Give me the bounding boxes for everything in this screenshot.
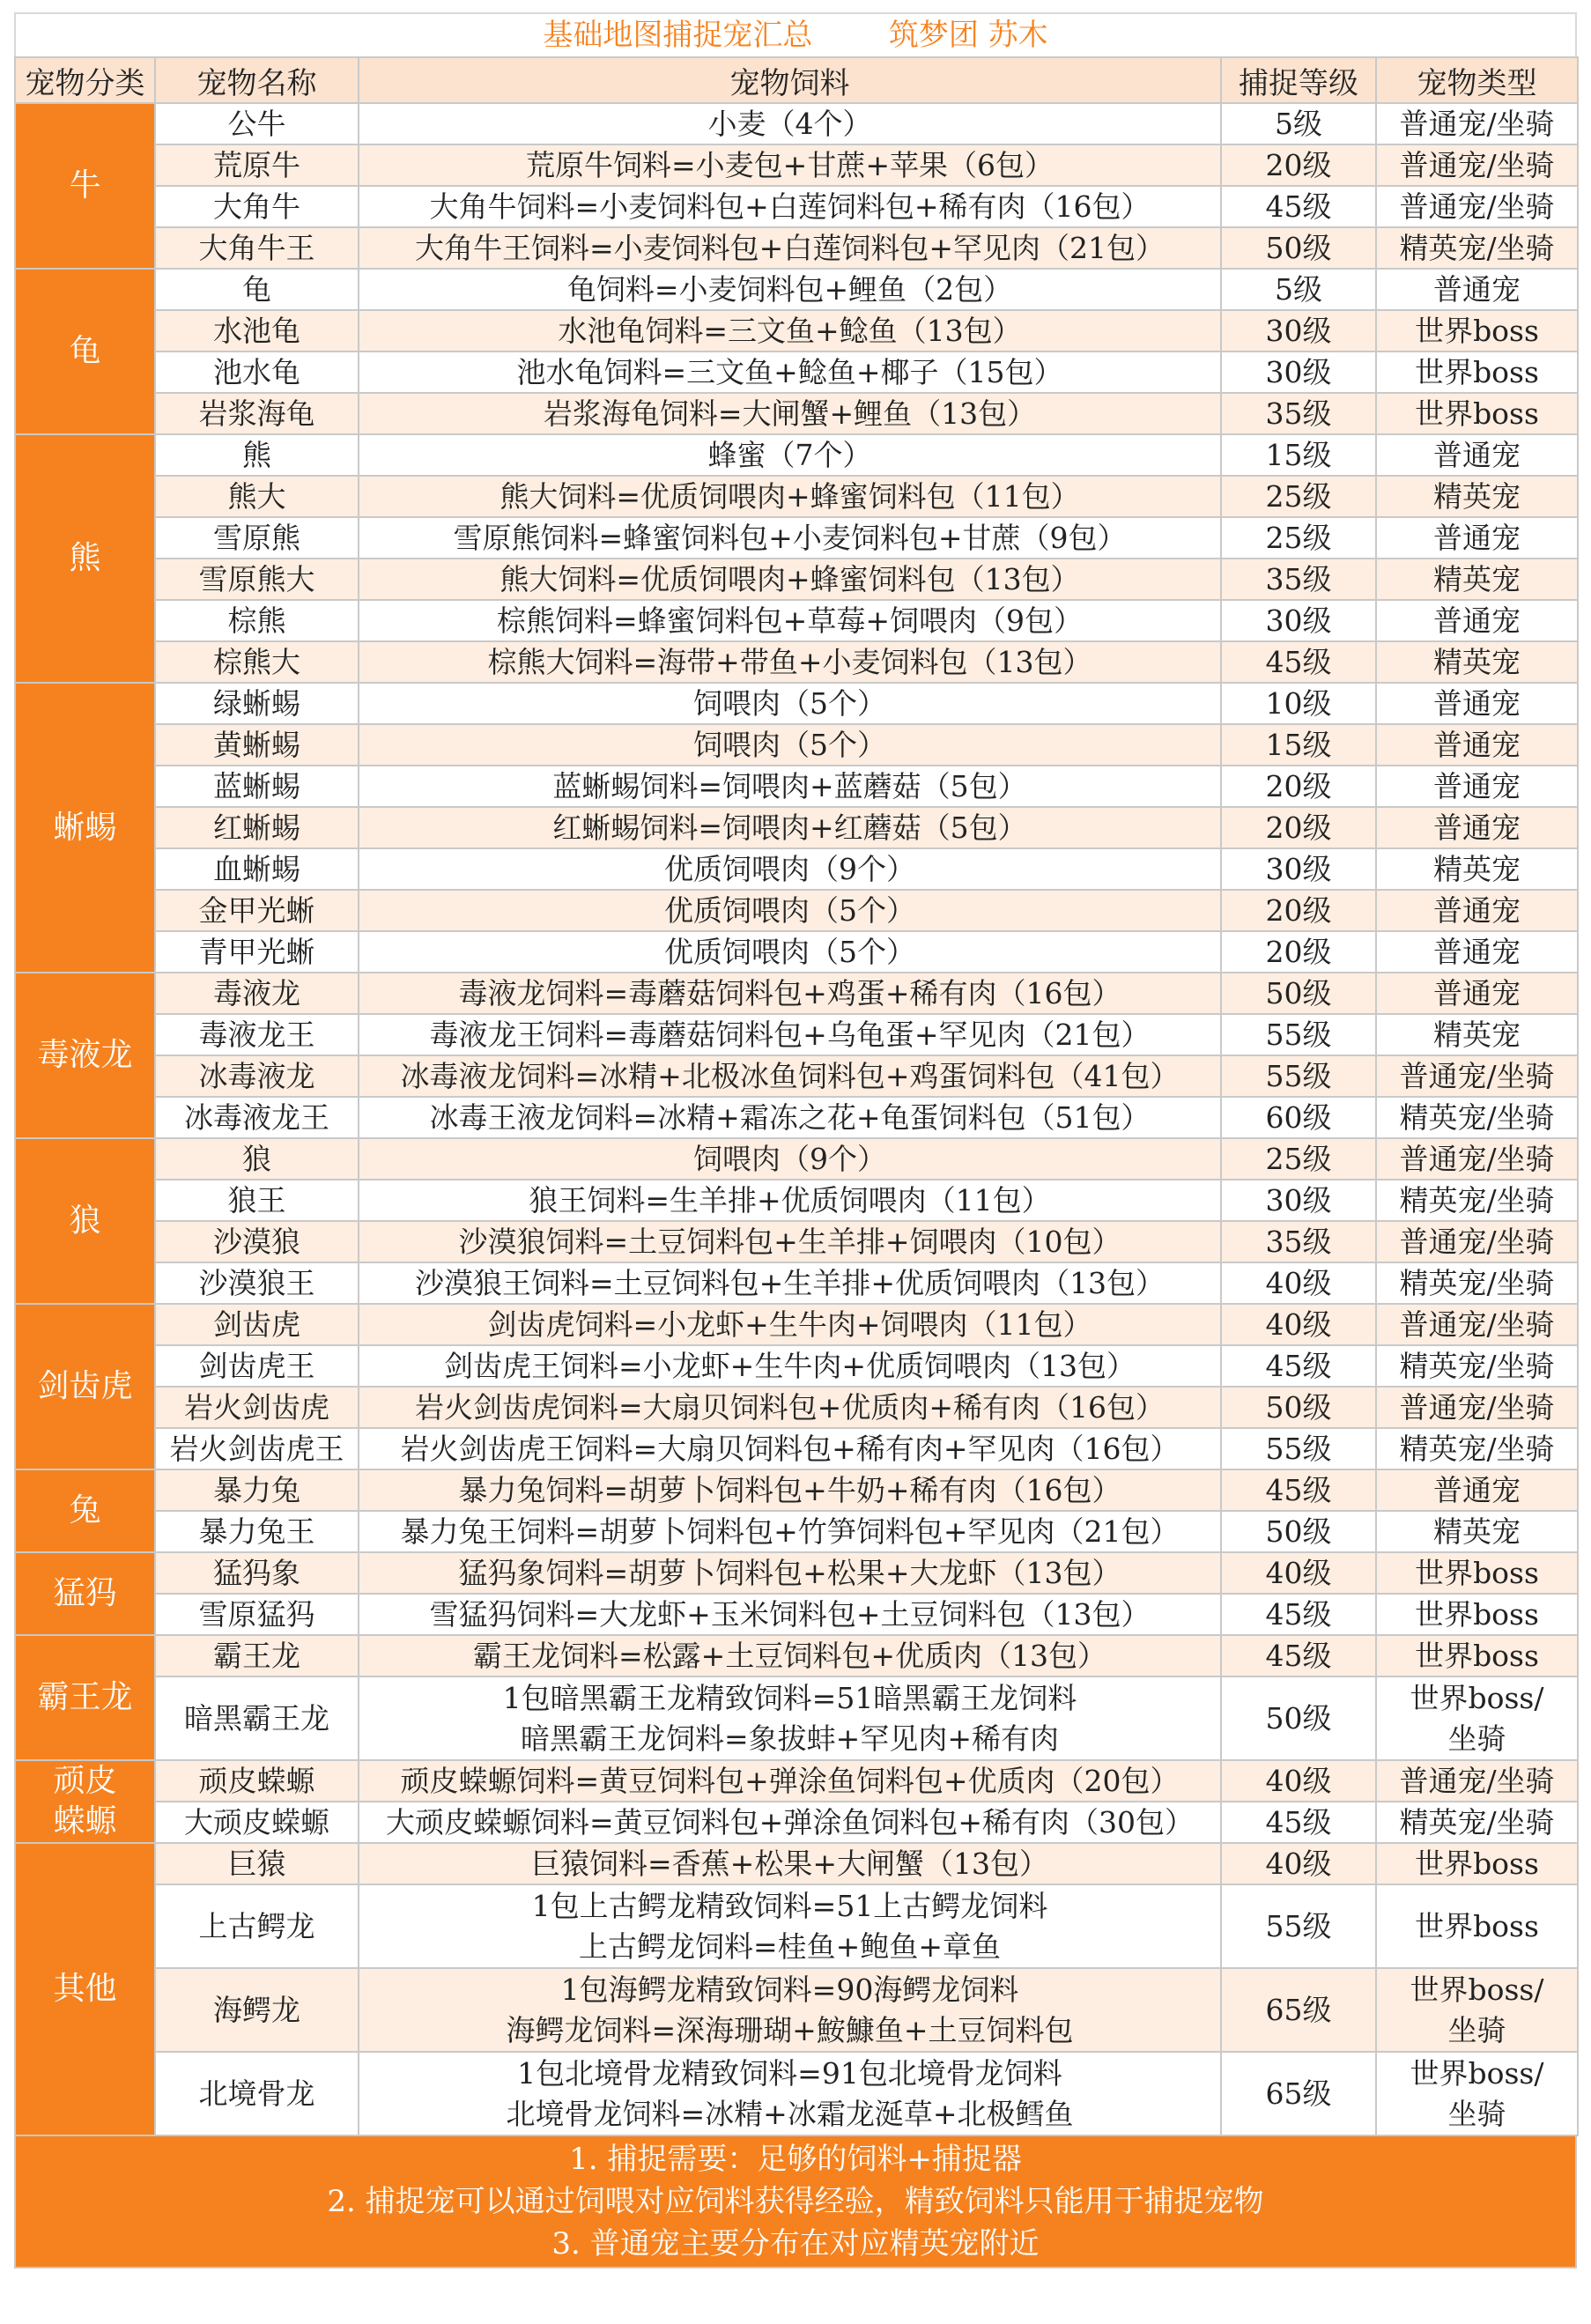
- pet-feed-cell: 1包北境骨龙精致饲料=91包北境骨龙饲料 北境骨龙饲料=冰精+冰霜龙涎草+北极鳕鱼: [359, 2052, 1221, 2135]
- pet-name-cell: 北境骨龙: [155, 2052, 359, 2135]
- pet-name-cell: 暴力兔王: [155, 1511, 359, 1552]
- category-cell: 熊: [15, 434, 155, 683]
- pet-name-cell: 暴力兔: [155, 1469, 359, 1511]
- pet-type-cell: 世界boss: [1376, 1594, 1578, 1635]
- pet-type-cell: 精英宠/坐骑: [1376, 1428, 1578, 1469]
- pet-type-cell: 普通宠: [1376, 724, 1578, 766]
- capture-level-cell: 30级: [1221, 600, 1376, 641]
- table-row: [15, 890, 1578, 931]
- pet-feed-cell: 水池龟饲料=三文鱼+鲶鱼（13包）: [359, 310, 1221, 352]
- pet-feed-cell: 暴力兔饲料=胡萝卜饲料包+牛奶+稀有肉（16包）: [359, 1469, 1221, 1511]
- pet-type-cell: 精英宠/坐骑: [1376, 1180, 1578, 1221]
- capture-level-cell: 30级: [1221, 1180, 1376, 1221]
- pet-name-cell: 荒原牛: [155, 144, 359, 186]
- pet-name-cell: 龟: [155, 269, 359, 310]
- table-row: [15, 1511, 1578, 1552]
- pet-name-cell: 冰毒液龙: [155, 1055, 359, 1097]
- capture-level-cell: 25级: [1221, 476, 1376, 517]
- table-row: [15, 1180, 1578, 1221]
- table-row: [15, 1304, 1578, 1345]
- pet-name-cell: 金甲光蜥: [155, 890, 359, 931]
- pet-feed-cell: 饲喂肉（9个）: [359, 1138, 1221, 1180]
- pet-type-cell: 精英宠/坐骑: [1376, 1345, 1578, 1387]
- pet-name-cell: 蓝蜥蜴: [155, 766, 359, 807]
- pet-feed-cell: 剑齿虎饲料=小龙虾+生牛肉+饲喂肉（11包）: [359, 1304, 1221, 1345]
- pet-name-cell: 毒液龙王: [155, 1014, 359, 1055]
- pet-name-cell: 公牛: [155, 103, 359, 144]
- pet-type-cell: 世界boss: [1376, 1843, 1578, 1884]
- pet-feed-cell: 优质饲喂肉（5个）: [359, 890, 1221, 931]
- header-row: [15, 57, 1578, 103]
- capture-level-cell: 30级: [1221, 352, 1376, 393]
- capture-level-cell: 45级: [1221, 1469, 1376, 1511]
- category-cell: 狼: [15, 1138, 155, 1304]
- capture-level-cell: 20级: [1221, 807, 1376, 848]
- capture-level-cell: 55级: [1221, 1428, 1376, 1469]
- pet-feed-cell: 蓝蜥蜴饲料=饲喂肉+蓝蘑菇（5包）: [359, 766, 1221, 807]
- pet-name-cell: 剑齿虎: [155, 1304, 359, 1345]
- capture-level-cell: 30级: [1221, 310, 1376, 352]
- pet-type-cell: 世界boss: [1376, 352, 1578, 393]
- capture-level-cell: 20级: [1221, 766, 1376, 807]
- table-row: [15, 1138, 1578, 1180]
- capture-level-cell: 40级: [1221, 1262, 1376, 1304]
- capture-level-cell: 45级: [1221, 1802, 1376, 1843]
- pet-feed-cell: 优质饲喂肉（9个）: [359, 848, 1221, 890]
- capture-level-cell: 40级: [1221, 1304, 1376, 1345]
- table-row: [15, 641, 1578, 683]
- table-row: [15, 434, 1578, 476]
- category-cell: 剑齿虎: [15, 1304, 155, 1469]
- pet-feed-cell: 1包上古鳄龙精致饲料=51上古鳄龙饲料 上古鳄龙饲料=桂鱼+鲍鱼+章鱼: [359, 1884, 1221, 1968]
- table-row: [15, 1469, 1578, 1511]
- pet-type-cell: 世界boss: [1376, 310, 1578, 352]
- pet-name-cell: 水池龟: [155, 310, 359, 352]
- pet-type-cell: 普通宠/坐骑: [1376, 186, 1578, 227]
- pet-name-cell: 岩火剑齿虎: [155, 1387, 359, 1428]
- pet-feed-cell: 雪原熊饲料=蜂蜜饲料包+小麦饲料包+甘蔗（9包）: [359, 517, 1221, 559]
- capture-level-cell: 50级: [1221, 1511, 1376, 1552]
- pet-type-cell: 普通宠: [1376, 890, 1578, 931]
- pet-name-cell: 雪原猛犸: [155, 1594, 359, 1635]
- table-body: [15, 103, 1578, 2135]
- table-row: [15, 1884, 1578, 1968]
- capture-level-cell: 25级: [1221, 517, 1376, 559]
- pet-type-cell: 普通宠: [1376, 766, 1578, 807]
- pet-type-cell: 世界boss: [1376, 1884, 1578, 1968]
- pet-feed-cell: 霸王龙饲料=松露+土豆饲料包+优质肉（13包）: [359, 1635, 1221, 1676]
- pet-feed-cell: 岩浆海龟饲料=大闸蟹+鲤鱼（13包）: [359, 393, 1221, 434]
- pet-feed-cell: 熊大饲料=优质饲喂肉+蜂蜜饲料包（11包）: [359, 476, 1221, 517]
- pet-type-cell: 普通宠: [1376, 600, 1578, 641]
- pet-type-cell: 世界boss: [1376, 1635, 1578, 1676]
- table-row: [15, 931, 1578, 973]
- table-row: [15, 1594, 1578, 1635]
- pet-feed-cell: 棕熊饲料=蜂蜜饲料包+草莓+饲喂肉（9包）: [359, 600, 1221, 641]
- table-row: [15, 186, 1578, 227]
- pet-type-cell: 世界boss: [1376, 393, 1578, 434]
- pet-name-cell: 沙漠狼王: [155, 1262, 359, 1304]
- pet-name-cell: 青甲光蜥: [155, 931, 359, 973]
- table-row: [15, 1055, 1578, 1097]
- capture-level-cell: 65级: [1221, 2052, 1376, 2135]
- pet-type-cell: 世界boss/ 坐骑: [1376, 2052, 1578, 2135]
- note-2: 2. 捕捉宠可以通过饲喂对应饲料获得经验，精致饲料只能用于捕捉宠物: [327, 2184, 1264, 2219]
- header-type: 宠物类型: [1376, 57, 1578, 103]
- table-row: [15, 1635, 1578, 1676]
- pet-type-cell: 精英宠/坐骑: [1376, 227, 1578, 269]
- pet-name-cell: 血蜥蜴: [155, 848, 359, 890]
- pet-type-cell: 普通宠: [1376, 1469, 1578, 1511]
- capture-level-cell: 50级: [1221, 227, 1376, 269]
- capture-level-cell: 35级: [1221, 559, 1376, 600]
- pet-feed-cell: 大角牛王饲料=小麦饲料包+白莲饲料包+罕见肉（21包）: [359, 227, 1221, 269]
- header-name: 宠物名称: [155, 57, 359, 103]
- capture-level-cell: 45级: [1221, 1594, 1376, 1635]
- pet-table: [14, 56, 1579, 2136]
- capture-level-cell: 35级: [1221, 393, 1376, 434]
- pet-feed-cell: 沙漠狼王饲料=土豆饲料包+生羊排+优质饲喂肉（13包）: [359, 1262, 1221, 1304]
- pet-name-cell: 黄蜥蜴: [155, 724, 359, 766]
- pet-name-cell: 霸王龙: [155, 1635, 359, 1676]
- summary-sheet: [14, 12, 1577, 2268]
- pet-type-cell: 精英宠: [1376, 559, 1578, 600]
- pet-name-cell: 大角牛王: [155, 227, 359, 269]
- pet-feed-cell: 毒液龙饲料=毒蘑菇饲料包+鸡蛋+稀有肉（16包）: [359, 973, 1221, 1014]
- table-row: [15, 227, 1578, 269]
- capture-level-cell: 50级: [1221, 973, 1376, 1014]
- pet-name-cell: 熊: [155, 434, 359, 476]
- capture-level-cell: 30级: [1221, 848, 1376, 890]
- pet-feed-cell: 1包暗黑霸王龙精致饲料=51暗黑霸王龙饲料 暗黑霸王龙饲料=象拔蚌+罕见肉+稀有肉: [359, 1676, 1221, 1760]
- capture-level-cell: 50级: [1221, 1387, 1376, 1428]
- table-row: [15, 310, 1578, 352]
- capture-level-cell: 20级: [1221, 890, 1376, 931]
- pet-name-cell: 池水龟: [155, 352, 359, 393]
- note-1: 1. 捕捉需要：足够的饲料+捕捉器: [569, 2142, 1022, 2177]
- pet-type-cell: 世界boss/ 坐骑: [1376, 1968, 1578, 2052]
- table-row: [15, 1014, 1578, 1055]
- capture-level-cell: 40级: [1221, 1760, 1376, 1802]
- pet-feed-cell: 荒原牛饲料=小麦包+甘蔗+苹果（6包）: [359, 144, 1221, 186]
- table-row: [15, 476, 1578, 517]
- pet-feed-cell: 棕熊大饲料=海带+带鱼+小麦饲料包（13包）: [359, 641, 1221, 683]
- pet-type-cell: 普通宠: [1376, 269, 1578, 310]
- pet-type-cell: 精英宠: [1376, 1511, 1578, 1552]
- header-category: 宠物分类: [15, 57, 155, 103]
- pet-type-cell: 精英宠/坐骑: [1376, 1802, 1578, 1843]
- table-row: [15, 1968, 1578, 2052]
- pet-name-cell: 大顽皮蝾螈: [155, 1802, 359, 1843]
- capture-level-cell: 55级: [1221, 1884, 1376, 1968]
- pet-name-cell: 雪原熊: [155, 517, 359, 559]
- category-cell: 霸王龙: [15, 1635, 155, 1760]
- table-row: [15, 1387, 1578, 1428]
- pet-type-cell: 精英宠: [1376, 1014, 1578, 1055]
- pet-feed-cell: 暴力兔王饲料=胡萝卜饲料包+竹笋饲料包+罕见肉（21包）: [359, 1511, 1221, 1552]
- capture-level-cell: 20级: [1221, 144, 1376, 186]
- table-row: [15, 1428, 1578, 1469]
- pet-feed-cell: 饲喂肉（5个）: [359, 683, 1221, 724]
- capture-level-cell: 60级: [1221, 1097, 1376, 1138]
- pet-type-cell: 普通宠: [1376, 931, 1578, 973]
- pet-feed-cell: 岩火剑齿虎饲料=大扇贝饲料包+优质肉+稀有肉（16包）: [359, 1387, 1221, 1428]
- table-row: [15, 1552, 1578, 1594]
- table-row: [15, 103, 1578, 144]
- pet-name-cell: 棕熊: [155, 600, 359, 641]
- pet-name-cell: 毒液龙: [155, 973, 359, 1014]
- pet-feed-cell: 大顽皮蝾螈饲料=黄豆饲料包+弹涂鱼饲料包+稀有肉（30包）: [359, 1802, 1221, 1843]
- capture-level-cell: 55级: [1221, 1055, 1376, 1097]
- capture-level-cell: 35级: [1221, 1221, 1376, 1262]
- table-row: [15, 683, 1578, 724]
- category-cell: 其他: [15, 1843, 155, 2135]
- pet-name-cell: 岩火剑齿虎王: [155, 1428, 359, 1469]
- pet-feed-cell: 红蜥蜴饲料=饲喂肉+红蘑菇（5包）: [359, 807, 1221, 848]
- category-cell: 毒液龙: [15, 973, 155, 1138]
- pet-feed-cell: 优质饲喂肉（5个）: [359, 931, 1221, 973]
- category-cell: 牛: [15, 103, 155, 269]
- pet-type-cell: 普通宠: [1376, 434, 1578, 476]
- pet-feed-cell: 沙漠狼饲料=土豆饲料包+生羊排+饲喂肉（10包）: [359, 1221, 1221, 1262]
- pet-name-cell: 雪原熊大: [155, 559, 359, 600]
- pet-name-cell: 巨猿: [155, 1843, 359, 1884]
- notes-footer: [14, 2136, 1577, 2268]
- pet-name-cell: 猛犸象: [155, 1552, 359, 1594]
- capture-level-cell: 15级: [1221, 434, 1376, 476]
- pet-type-cell: 普通宠/坐骑: [1376, 103, 1578, 144]
- pet-name-cell: 暗黑霸王龙: [155, 1676, 359, 1760]
- header-feed: 宠物饲料: [359, 57, 1221, 103]
- capture-level-cell: 45级: [1221, 641, 1376, 683]
- header-level: 捕捉等级: [1221, 57, 1376, 103]
- category-cell: 顽皮 蝾螈: [15, 1760, 155, 1843]
- category-cell: 蜥蜴: [15, 683, 155, 973]
- table-row: [15, 1262, 1578, 1304]
- capture-level-cell: 15级: [1221, 724, 1376, 766]
- pet-name-cell: 沙漠狼: [155, 1221, 359, 1262]
- pet-feed-cell: 1包海鳄龙精致饲料=90海鳄龙饲料 海鳄龙饲料=深海珊瑚+鮟鱇鱼+土豆饲料包: [359, 1968, 1221, 2052]
- pet-feed-cell: 雪猛犸饲料=大龙虾+玉米饲料包+土豆饲料包（13包）: [359, 1594, 1221, 1635]
- pet-feed-cell: 冰毒王液龙饲料=冰精+霜冻之花+龟蛋饲料包（51包）: [359, 1097, 1221, 1138]
- pet-feed-cell: 剑齿虎王饲料=小龙虾+生牛肉+优质饲喂肉（13包）: [359, 1345, 1221, 1387]
- pet-name-cell: 大角牛: [155, 186, 359, 227]
- pet-type-cell: 普通宠: [1376, 683, 1578, 724]
- table-row: [15, 600, 1578, 641]
- pet-type-cell: 精英宠/坐骑: [1376, 1097, 1578, 1138]
- table-row: [15, 973, 1578, 1014]
- pet-feed-cell: 岩火剑齿虎王饲料=大扇贝饲料包+稀有肉+罕见肉（16包）: [359, 1428, 1221, 1469]
- pet-feed-cell: 巨猿饲料=香蕉+松果+大闸蟹（13包）: [359, 1843, 1221, 1884]
- capture-level-cell: 55级: [1221, 1014, 1376, 1055]
- capture-level-cell: 45级: [1221, 1345, 1376, 1387]
- capture-level-cell: 20级: [1221, 931, 1376, 973]
- pet-type-cell: 普通宠/坐骑: [1376, 1138, 1578, 1180]
- table-row: [15, 766, 1578, 807]
- pet-name-cell: 剑齿虎王: [155, 1345, 359, 1387]
- pet-type-cell: 普通宠/坐骑: [1376, 1760, 1578, 1802]
- pet-feed-cell: 熊大饲料=优质饲喂肉+蜂蜜饲料包（13包）: [359, 559, 1221, 600]
- pet-name-cell: 冰毒液龙王: [155, 1097, 359, 1138]
- capture-level-cell: 10级: [1221, 683, 1376, 724]
- capture-level-cell: 40级: [1221, 1843, 1376, 1884]
- pet-name-cell: 熊大: [155, 476, 359, 517]
- pet-feed-cell: 蜂蜜（7个）: [359, 434, 1221, 476]
- pet-type-cell: 世界boss/ 坐骑: [1376, 1676, 1578, 1760]
- pet-type-cell: 世界boss: [1376, 1552, 1578, 1594]
- pet-type-cell: 普通宠/坐骑: [1376, 1055, 1578, 1097]
- capture-level-cell: 50级: [1221, 1676, 1376, 1760]
- table-row: [15, 2052, 1578, 2135]
- table-row: [15, 1843, 1578, 1884]
- pet-type-cell: 精英宠: [1376, 848, 1578, 890]
- capture-level-cell: 45级: [1221, 1635, 1376, 1676]
- table-row: [15, 1221, 1578, 1262]
- pet-name-cell: 狼王: [155, 1180, 359, 1221]
- pet-type-cell: 精英宠/坐骑: [1376, 1262, 1578, 1304]
- pet-name-cell: 绿蜥蜴: [155, 683, 359, 724]
- pet-type-cell: 普通宠: [1376, 973, 1578, 1014]
- table-row: [15, 352, 1578, 393]
- pet-feed-cell: 狼王饲料=生羊排+优质饲喂肉（11包）: [359, 1180, 1221, 1221]
- table-row: [15, 1345, 1578, 1387]
- pet-type-cell: 普通宠/坐骑: [1376, 1304, 1578, 1345]
- table-row: [15, 269, 1578, 310]
- capture-level-cell: 5级: [1221, 103, 1376, 144]
- capture-level-cell: 5级: [1221, 269, 1376, 310]
- pet-name-cell: 顽皮蝾螈: [155, 1760, 359, 1802]
- pet-name-cell: 海鳄龙: [155, 1968, 359, 2052]
- table-row: [15, 724, 1578, 766]
- table-row: [15, 144, 1578, 186]
- pet-type-cell: 普通宠/坐骑: [1376, 1221, 1578, 1262]
- table-row: [15, 393, 1578, 434]
- table-row: [15, 559, 1578, 600]
- table-row: [15, 807, 1578, 848]
- category-cell: 猛犸: [15, 1552, 155, 1635]
- table-row: [15, 848, 1578, 890]
- pet-type-cell: 普通宠/坐骑: [1376, 144, 1578, 186]
- pet-type-cell: 精英宠: [1376, 476, 1578, 517]
- pet-type-cell: 普通宠/坐骑: [1376, 1387, 1578, 1428]
- pet-feed-cell: 饲喂肉（5个）: [359, 724, 1221, 766]
- pet-feed-cell: 池水龟饲料=三文鱼+鲶鱼+椰子（15包）: [359, 352, 1221, 393]
- capture-level-cell: 45级: [1221, 186, 1376, 227]
- pet-feed-cell: 毒液龙王饲料=毒蘑菇饲料包+乌龟蛋+罕见肉（21包）: [359, 1014, 1221, 1055]
- note-3: 3. 普通宠主要分布在对应精英宠附近: [551, 2226, 1040, 2261]
- capture-level-cell: 25级: [1221, 1138, 1376, 1180]
- pet-feed-cell: 猛犸象饲料=胡萝卜饲料包+松果+大龙虾（13包）: [359, 1552, 1221, 1594]
- capture-level-cell: 65级: [1221, 1968, 1376, 2052]
- pet-name-cell: 上古鳄龙: [155, 1884, 359, 1968]
- pet-feed-cell: 大角牛饲料=小麦饲料包+白莲饲料包+稀有肉（16包）: [359, 186, 1221, 227]
- table-row: [15, 1760, 1578, 1802]
- pet-type-cell: 精英宠: [1376, 641, 1578, 683]
- pet-type-cell: 普通宠: [1376, 517, 1578, 559]
- sheet-title: 基础地图捕捉宠汇总 筑梦团 苏木: [14, 12, 1577, 56]
- pet-feed-cell: 冰毒液龙饲料=冰精+北极冰鱼饲料包+鸡蛋饲料包（41包）: [359, 1055, 1221, 1097]
- table-row: [15, 1097, 1578, 1138]
- category-cell: 龟: [15, 269, 155, 434]
- capture-level-cell: 40级: [1221, 1552, 1376, 1594]
- pet-feed-cell: 龟饲料=小麦饲料包+鲤鱼（2包）: [359, 269, 1221, 310]
- pet-name-cell: 狼: [155, 1138, 359, 1180]
- pet-name-cell: 棕熊大: [155, 641, 359, 683]
- pet-feed-cell: 顽皮蝾螈饲料=黄豆饲料包+弹涂鱼饲料包+优质肉（20包）: [359, 1760, 1221, 1802]
- pet-type-cell: 普通宠: [1376, 807, 1578, 848]
- category-cell: 兔: [15, 1469, 155, 1552]
- pet-name-cell: 红蜥蜴: [155, 807, 359, 848]
- table-row: [15, 1802, 1578, 1843]
- table-row: [15, 517, 1578, 559]
- pet-name-cell: 岩浆海龟: [155, 393, 359, 434]
- table-row: [15, 1676, 1578, 1760]
- pet-feed-cell: 小麦（4个）: [359, 103, 1221, 144]
